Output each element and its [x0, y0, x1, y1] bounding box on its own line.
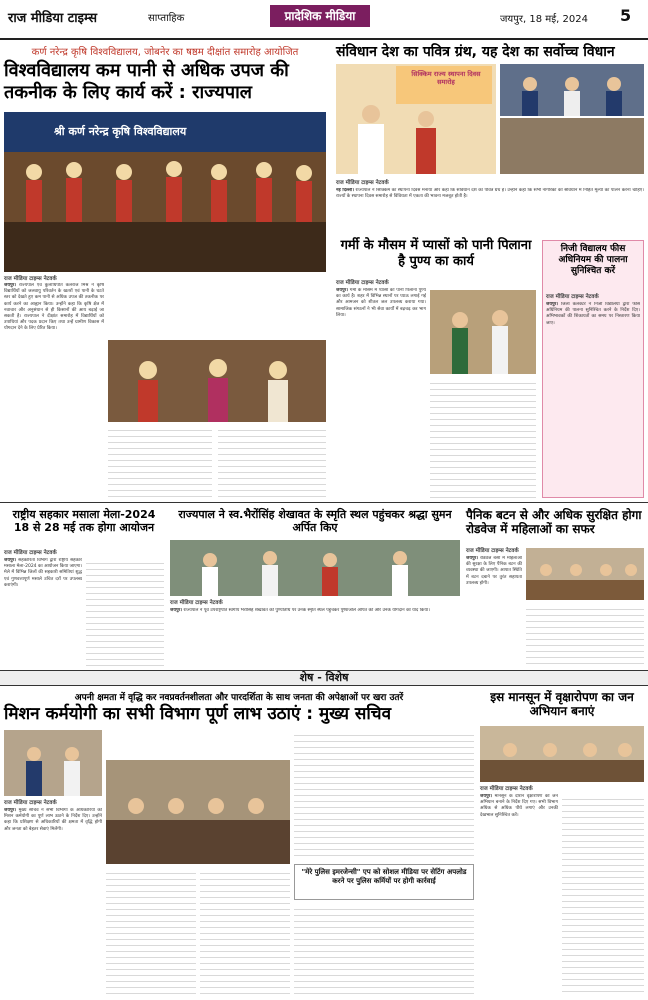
story8-photo2 — [106, 760, 290, 864]
story3-dateline: जयपुर। — [336, 288, 349, 293]
memorial-tribute-illustration — [170, 540, 460, 596]
story2-dateline: नई दिल्ली। — [336, 188, 354, 193]
story2-photo — [336, 64, 496, 174]
story2-byline: राज मीडिया टाइम्स नेटवर्क — [336, 180, 389, 186]
story8-headline: मिशन कर्मयोगी का सभी विभाग पूर्ण लाभ उठाएं : मुख्य सचिव — [4, 704, 392, 724]
page-number: 5 — [620, 6, 632, 25]
story6-photo — [170, 540, 460, 596]
story8-byline: राज मीडिया टाइम्स नेटवर्क — [4, 800, 57, 806]
story7-dateline: जयपुर। — [466, 556, 479, 561]
story1-body-col2 — [108, 425, 212, 499]
story3-body: गर्मी के मौसम में प्यासों को पानी पिलाना पुण्य का कार्य है। शहर में विभिन्न स्थानों पर प्याऊ लगाई गई और आमजन को शीतल जल उपलब्ध कराया गया। सामाजिक संगठनों ने भी सेवा कार्यों में बढ़चढ़ कर भाग लिया। — [336, 288, 426, 318]
story7-body: रोडवेज बसों में महिलाओं की सुरक्षा के लिए पैनिक बटन की व्यवस्था की जाएगी। आपात स्थिति में बटन दबाने पर तुरंत सहायता उपलब्ध होगी। — [466, 556, 522, 586]
story1-body: राज्यपाल एवं कुलाधिपति कलराज मिश्र ने कृषि विद्यार्थियों को जलवायु परिवर्तन के खतरों एवं पानी के घटते स्तर को देखते हुए कम पानी से अधिक उपज की तकनीक पर कार्य करने का आह्वान किया। उन्होंने कहा कि कृषि क्षेत्र में नवाचार और अनुसंधान से ही किसानों की आय बढ़ाई जा सकती है। राज्यपाल ने दीक्षांत समारोह में विद्यार्थियों को उपाधियां और पदक प्रदान किए तथा उन्हें ग्रामीण विकास में योगदान देने के लिए प्रेरित किया। — [4, 283, 104, 332]
story5-dateline: जयपुर। — [4, 558, 17, 563]
story6-byline: राज मीडिया टाइम्स नेटवर्क — [170, 600, 223, 606]
story9-byline: राज मीडिया टाइम्स नेटवर्क — [480, 786, 533, 792]
story2-photo2 — [500, 64, 644, 116]
story3-headline: गर्मी के मौसम में प्यासों को पानी पिलाना है पुण्य का कार्य — [340, 238, 532, 269]
story8-body-col4 — [294, 730, 474, 860]
story1-kicker: कर्ण नरेन्द्र कृषि विश्वविद्यालय, जोबनेर का षष्ठम दीक्षांत समारोह आयोजित — [31, 47, 299, 58]
meeting-photo-illustration — [500, 64, 644, 116]
story3-body-col1 — [336, 288, 426, 498]
story7-headline: पैनिक बटन से और अधिक सुरक्षित होगा रोडवेज में महिलाओं का सफर — [466, 508, 642, 537]
story5-byline: राज मीडिया टाइम्स नेटवर्क — [4, 550, 57, 556]
story6-headline: राज्यपाल ने स्व.भैरोंसिंह शेखावत के स्मृति स्थल पहुंचकर श्रद्धा सुमन अर्पित किए — [178, 508, 452, 535]
story2-photo-banner: सिक्किम राज्य स्थापना दिवस समारोह — [411, 70, 481, 86]
story6-dateline: जयपुर। — [170, 608, 183, 613]
story1-headline: विश्वविद्यालय कम पानी से अधिक उपज की तकनीक के लिए कार्य करें : राज्यपाल — [4, 60, 289, 103]
story9-body-col2 — [562, 794, 644, 996]
issue-date: जयपुर, 18 मई, 2024 — [500, 14, 588, 25]
story1-body-col1 — [4, 283, 104, 499]
story8-body-col5 — [294, 904, 474, 996]
story1-photo-banner: श्री कर्ण नरेन्द्र कृषि विश्वविद्यालय — [54, 125, 187, 138]
story1-photo2 — [108, 340, 326, 422]
story5-headline: राष्ट्रीय सहकार मसाला मेला-2024 18 से 28 मई तक होगा आयोजन — [12, 508, 156, 535]
paper-type: साप्ताहिक — [148, 13, 185, 24]
story6-body-block — [170, 608, 460, 666]
section-kicker: अपनी क्षमता में वृद्धि कर नवप्रवर्तनशीलता और पारदर्शिता के साथ जनता की अपेक्षाओं पर खरा उतरें — [74, 693, 404, 703]
story2-headline: संविधान देश का पवित्र ग्रंथ, यह देश का सर्वोच्च विधान — [336, 44, 615, 60]
story9-photo — [480, 726, 644, 782]
officials-meeting-illustration — [4, 730, 102, 796]
story8-photo — [4, 730, 102, 796]
story9-headline: इस मानसून में वृक्षारोपण का जन अभियान बनाएं — [490, 690, 634, 719]
story8-body-col2 — [106, 868, 196, 996]
meeting-hall-illustration — [526, 548, 644, 600]
story6-body: राज्यपाल ने पूर्व उपराष्ट्रपति स्वर्गीय भैरोंसिंह शेखावत की पुण्यतिथि पर उनके स्मृति स्थल पहुंचकर पुष्पांजलि अर्पित की और उनके योगदान को याद किया। — [183, 608, 430, 613]
story2-body: राज्यपाल ने सिक्किम का स्थापना दिवस मनाया और कहा कि संविधान देश का पवित्र ग्रंथ है। उन्होंने कहा कि सभी नागरिकों को संविधान में निहित मूल्यों का पालन करना चाहिए। राज्यों के स्थापना दिवस समारोह से विविधता में एकता की भावना मजबूत होती है। — [336, 188, 644, 200]
story7-body-col1 — [466, 556, 522, 666]
story7-body-col2 — [526, 604, 644, 666]
story8-dateline: जयपुर। — [4, 808, 17, 813]
story8-body-col3 — [200, 868, 290, 996]
story4-dateline: जयपुर। — [546, 302, 559, 307]
story9-body: मानसून के दौरान वृक्षारोपण को जन अभियान बनाने के निर्देश दिए गए। सभी विभाग अधिक से अधिक पौधे लगाएं और उनकी देखभाल सुनिश्चित करें। — [480, 794, 558, 818]
divider — [0, 502, 648, 503]
plantation-meeting-illustration — [480, 726, 644, 782]
story2-photo3 — [500, 118, 644, 174]
water-service-illustration — [430, 290, 536, 374]
story8-body: मुख्य सचिव ने सभी विभागों के अधिकारियों को मिशन कर्मयोगी का पूर्ण लाभ उठाने के निर्देश दिए। उन्होंने कहा कि प्रशिक्षण से अधिकारियों की क्षमता में वृद्धि होगी और जनता को बेहतर सेवाएं मिलेंगी। — [4, 808, 102, 832]
story8-pull-quote: "मेरे पुलिस इमरजेन्सी" एप को सोशल मीडिया पर सेटिंग अपलोड करने पर पुलिस कर्मियों पर होगी कार्रवाई — [294, 864, 474, 900]
paper-name: राज मीडिया टाइम्स — [8, 11, 98, 26]
story3-photo — [430, 290, 536, 374]
story5-body-col2 — [86, 558, 164, 666]
story1-photo — [4, 112, 326, 272]
story5-body-col1 — [4, 558, 82, 666]
story8-body-col1 — [4, 808, 102, 996]
masthead — [0, 0, 648, 40]
story1-body-col3 — [218, 425, 326, 499]
story4-body: जिला कलक्टर ने निजी विद्यालयों द्वारा फीस अधिनियम की पालना सुनिश्चित करने के निर्देश दिए। अभिभावकों की शिकायतों का समय पर निस्तारण किया जाए। — [546, 302, 640, 326]
story7-photo — [526, 548, 644, 600]
story5-body: सहकारिता विभाग द्वारा राष्ट्रीय सहकार मसाला मेला-2024 का आयोजन किया जाएगा। मेले में विभिन्न जिलों की सहकारी समितियां शुद्ध एवं गुणवत्तापूर्ण मसाले उचित दरों पर उपलब्ध कराएंगी। — [4, 558, 82, 588]
story9-body-col1 — [480, 794, 558, 996]
story1-dateline: जयपुर। — [4, 283, 17, 288]
story4-byline: राज मीडिया टाइम्स नेटवर्क — [546, 294, 599, 300]
conference-illustration — [106, 760, 290, 864]
section-bar: शेष - विशेष — [0, 670, 648, 686]
story1-byline: राज मीडिया टाइम्स नेटवर्क — [4, 276, 57, 282]
story4-body-block — [546, 302, 640, 494]
story4-headline: निजी विद्यालय फीस अधिनियम की पालना सुनिश्चित करें — [558, 244, 628, 276]
section-banner: प्रादेशिक मीडिया — [270, 5, 370, 27]
story3-byline: राज मीडिया टाइम्स नेटवर्क — [336, 280, 389, 286]
award-photo-illustration — [108, 340, 326, 422]
story2-body-block — [336, 188, 644, 234]
story7-byline: राज मीडिया टाइम्स नेटवर्क — [466, 548, 519, 554]
story9-dateline: जयपुर। — [480, 794, 493, 799]
story3-body-col2 — [430, 378, 536, 498]
